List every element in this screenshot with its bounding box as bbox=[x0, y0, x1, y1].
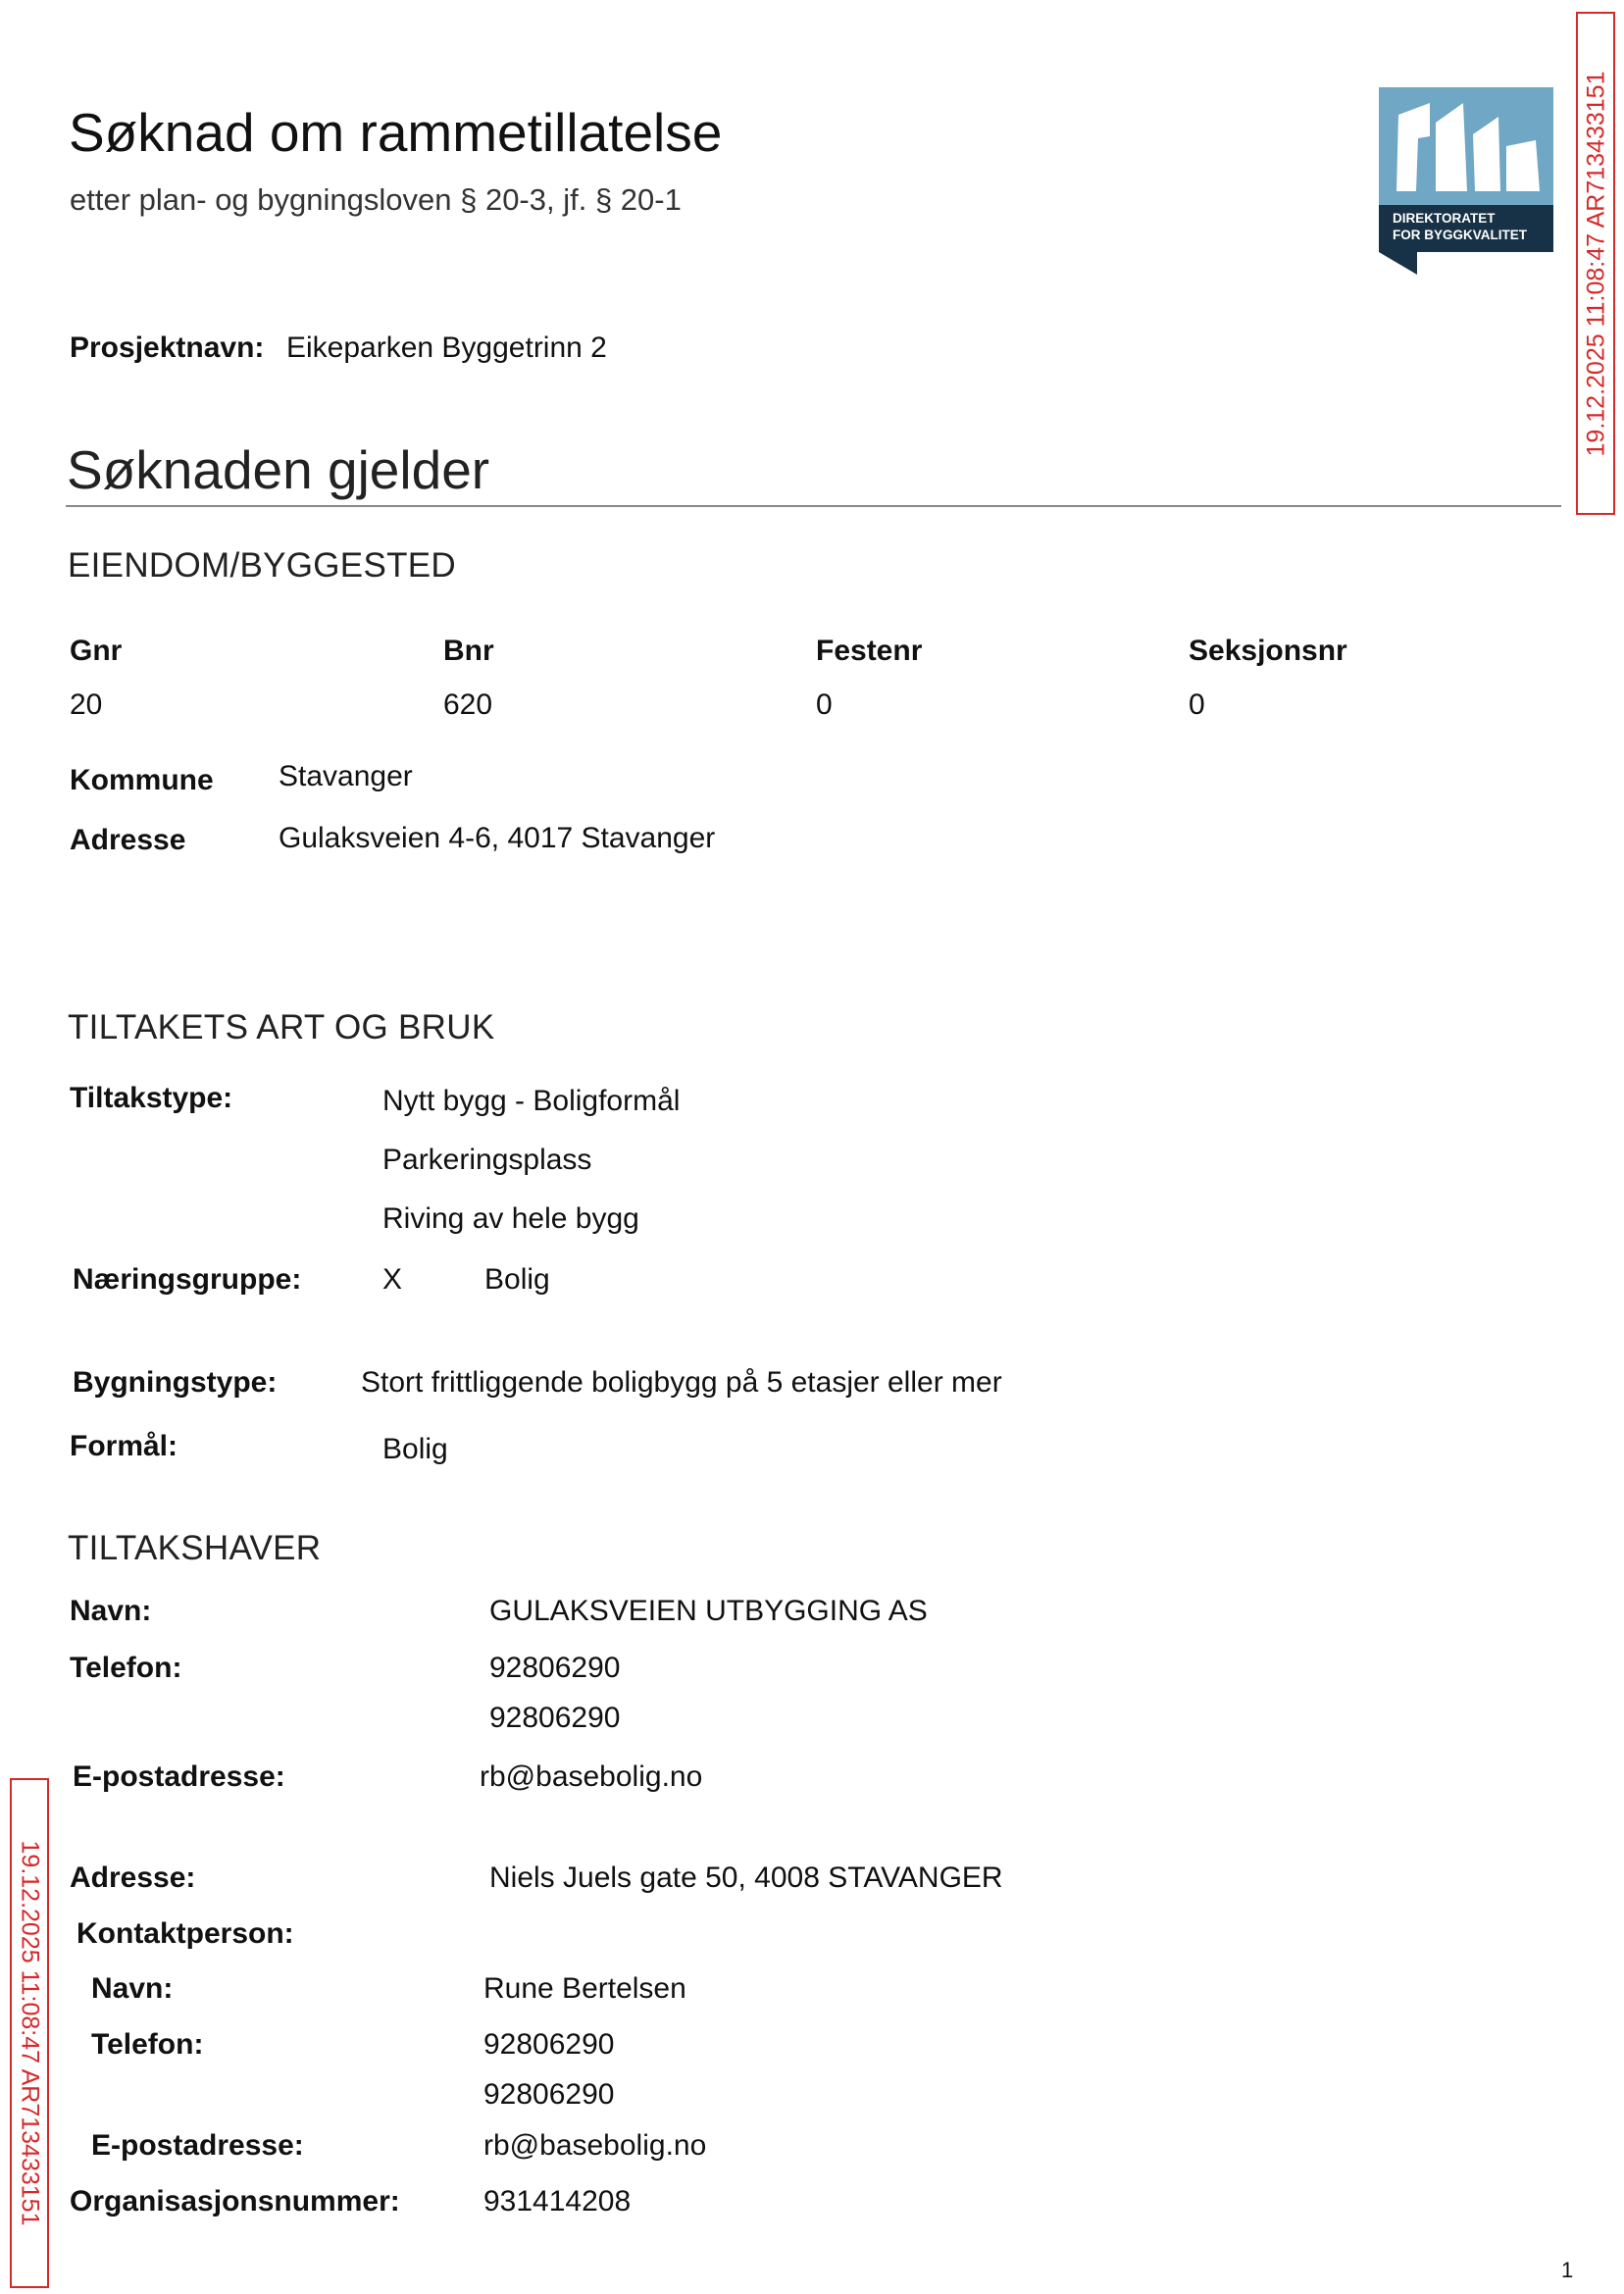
festenr-label: Festenr bbox=[816, 635, 923, 667]
seksjonsnr-value: 0 bbox=[1189, 688, 1205, 721]
kommune-label: Kommune bbox=[70, 764, 214, 796]
stamp-text: 19.12.2025 11:08:47 AR713433151 bbox=[1582, 71, 1609, 456]
logo-text-line2: FOR BYGGKVALITET bbox=[1393, 228, 1527, 242]
tiltakshaver-telefon-value: 92806290 bbox=[489, 1652, 621, 1684]
adresse-value: Gulaksveien 4-6, 4017 Stavanger bbox=[279, 822, 716, 854]
tiltakstype-item: Nytt bygg - Boligformål bbox=[382, 1085, 681, 1117]
kontakt-epost-value: rb@basebolig.no bbox=[483, 2129, 707, 2162]
kontaktperson-label: Kontaktperson: bbox=[76, 1917, 294, 1950]
stamp-text: 19.12.2025 11:08:47 AR713433151 bbox=[16, 1840, 43, 2226]
tiltak-heading: TILTAKETS ART OG BRUK bbox=[68, 1008, 495, 1046]
dibk-logo-graphic bbox=[1379, 87, 1553, 275]
tiltakshaver-telefon-value: 92806290 bbox=[489, 1702, 621, 1734]
tiltakstype-label: Tiltakstype: bbox=[70, 1082, 233, 1114]
bygningstype-value: Stort frittliggende boligbygg på 5 etasjer eller mer bbox=[361, 1366, 1002, 1399]
tiltakshaver-navn-value: GULAKSVEIEN UTBYGGING AS bbox=[489, 1595, 928, 1627]
kontakt-epost-label: E-postadresse: bbox=[91, 2129, 304, 2162]
naeringsgruppe-label: Næringsgruppe: bbox=[73, 1263, 302, 1296]
tiltakshaver-adresse-value: Niels Juels gate 50, 4008 STAVANGER bbox=[489, 1861, 1003, 1894]
kontakt-telefon-value: 92806290 bbox=[483, 2078, 615, 2111]
naeringsgruppe-value: Bolig bbox=[484, 1263, 550, 1296]
organisasjonsnummer-value: 931414208 bbox=[483, 2185, 632, 2218]
bnr-value: 620 bbox=[443, 688, 493, 721]
kommune-value: Stavanger bbox=[279, 760, 413, 792]
kontakt-navn-value: Rune Bertelsen bbox=[483, 1972, 686, 2005]
heading-divider bbox=[66, 505, 1561, 507]
page-number: 1 bbox=[1561, 2258, 1574, 2282]
document-title: Søknad om rammetillatelse bbox=[69, 102, 723, 163]
section-heading: Søknaden gjelder bbox=[67, 439, 490, 500]
tiltakshaver-adresse-label: Adresse: bbox=[70, 1861, 196, 1894]
organisasjonsnummer-label: Organisasjonsnummer: bbox=[70, 2185, 400, 2218]
tiltakstype-item: Riving av hele bygg bbox=[382, 1202, 639, 1235]
adresse-label: Adresse bbox=[70, 824, 186, 856]
tiltakshaver-navn-label: Navn: bbox=[70, 1595, 152, 1627]
timestamp-stamp-left bbox=[10, 1778, 49, 2288]
formal-value: Bolig bbox=[382, 1433, 448, 1465]
kontakt-telefon-label: Telefon: bbox=[91, 2028, 204, 2061]
kontakt-telefon-value: 92806290 bbox=[483, 2028, 615, 2061]
gnr-value: 20 bbox=[70, 688, 103, 721]
logo-text-line1: DIREKTORATET bbox=[1393, 211, 1496, 226]
seksjonsnr-label: Seksjonsnr bbox=[1189, 635, 1347, 667]
bygningstype-label: Bygningstype: bbox=[73, 1366, 278, 1399]
tiltakshaver-telefon-label: Telefon: bbox=[70, 1652, 182, 1684]
festenr-value: 0 bbox=[816, 688, 833, 721]
eiendom-heading: EIENDOM/BYGGESTED bbox=[68, 546, 456, 585]
naeringsgruppe-code: X bbox=[382, 1263, 403, 1296]
gnr-label: Gnr bbox=[70, 635, 123, 667]
dibk-logo bbox=[1379, 87, 1553, 275]
tiltakshaver-epost-value: rb@basebolig.no bbox=[480, 1760, 703, 1793]
bnr-label: Bnr bbox=[443, 635, 494, 667]
formal-label: Formål: bbox=[70, 1430, 178, 1462]
project-name: Eikeparken Byggetrinn 2 bbox=[286, 331, 607, 364]
tiltakshaver-epost-label: E-postadresse: bbox=[73, 1760, 285, 1793]
project-label: Prosjektnavn: bbox=[70, 331, 265, 364]
kontakt-navn-label: Navn: bbox=[91, 1972, 174, 2005]
document-subtitle: etter plan- og bygningsloven § 20-3, jf. § 20-1 bbox=[70, 182, 682, 217]
timestamp-stamp-top bbox=[1576, 12, 1615, 515]
tiltakshaver-heading: TILTAKSHAVER bbox=[68, 1529, 322, 1567]
tiltakstype-item: Parkeringsplass bbox=[382, 1144, 592, 1176]
